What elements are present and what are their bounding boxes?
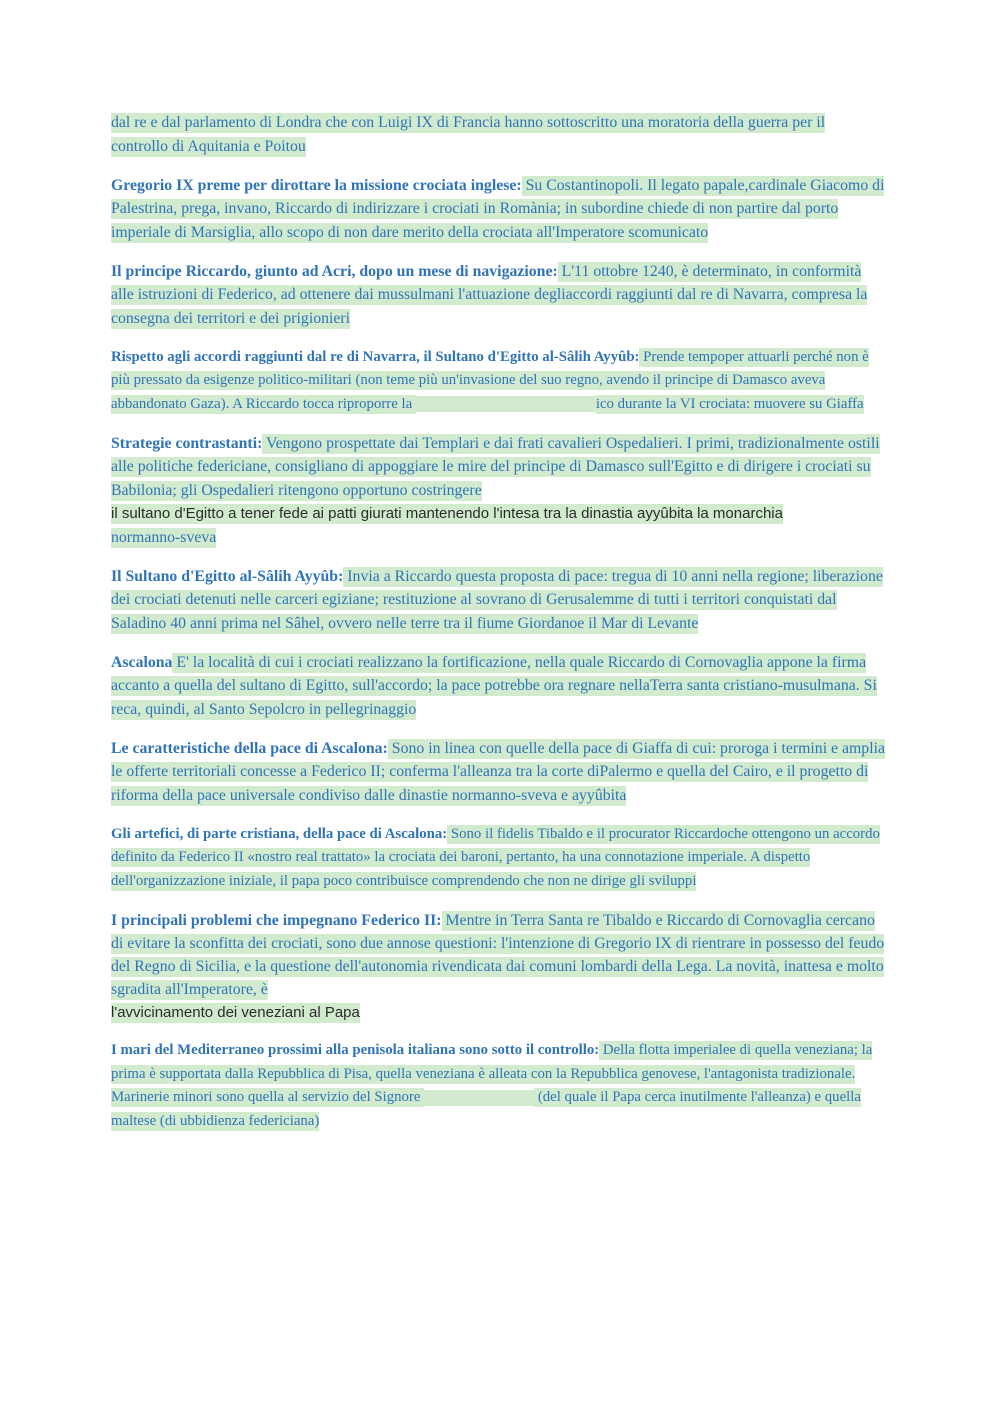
paragraph-3 (111, 260, 886, 331)
paragraph-sans-text: l'avvicinamento dei veneziani al Papa (111, 1003, 360, 1021)
paragraph-5 (111, 432, 886, 550)
paragraph-4 (111, 346, 886, 417)
paragraph-text-continued: ico durante la VI crociata: muovere su Giaffa (595, 395, 864, 412)
paragraph-text: Sono in linea con quelle della pace di Giaffa di cui: proroga i termini e amplia le offerte territoriali concesse a Federico II; conferma l'alleanza tra la corte diPalermo e quella del Cairo, e il progetto di riforma della pace universale condiviso dalle dinastie normanno-sveva e ayyûbita (111, 739, 885, 804)
paragraph-tail: normanno-sveva (111, 528, 217, 546)
paragraph-10 (111, 909, 886, 1024)
paragraph-heading: Il principe Riccardo, giunto ad Acri, dopo un mese di navigazione: (111, 262, 558, 280)
paragraph-text: Vengono prospettate dai Templari e dai frati cavalieri Ospedalieri. I primi, tradizionalmente ostili alle politiche federiciane, consigliano di appoggiare le mire del principe di Damasco sull'Egitto e di dirigere i crociati su Babilonia; gli Ospedalieri ritengono opportuno costringere (111, 434, 880, 499)
paragraph-text-continued: (del quale il Papa cerca inutilmente l'alleanza) e quella maltese (di ubbidienza federiciana) (111, 1089, 861, 1129)
paragraph-text: Mentre in Terra Santa re Tibaldo e Riccardo di Cornovaglia cercano di evitare la sconfitta dei crociati, sono due annose questioni: l'intenzione di Gregorio IX di rientrare in possesso del feudo del Regno di Sicilia, e la questione dell'autonomia rivendicata dai comuni lombardi della Lega. La novità, inattesa e molto sgradita all'Imperatore, è (111, 911, 885, 998)
paragraph-text: Invia a Riccardo questa proposta di pace: tregua di 10 anni nella regione; liberazione dei crociati detenuti nelle carceri egiziane; restituzione al sovrano di Gerusalemme di tutti i territori conquistati dal Saladino 40 anni prima nel Sâhel, ovvero nelle terre tra il fiume Giordanoe il Mar di Levante (111, 567, 883, 632)
blank-gap (424, 1090, 534, 1106)
page-header-mark: ~ (488, 0, 490, 4)
paragraph-heading: Gregorio IX preme per dirottare la missione crociata inglese: (111, 176, 522, 194)
paragraph-9 (111, 823, 886, 894)
blank-gap (416, 396, 596, 412)
paragraph-heading: Gli artefici, di parte cristiana, della pace di Ascalona: (111, 825, 448, 842)
paragraph-text: Della flotta imperialee di quella veneziana; la prima è supportata dalla Repubblica di Pisa, quella veneziana è alleata con la Repubblica genovese, l'antagonista tradizionale. Marinerie minori sono quella al servizio del Signore (111, 1042, 873, 1105)
paragraph-11 (111, 1039, 886, 1133)
paragraph-heading: I mari del Mediterraneo prossimi alla penisola italiana sono sotto il controllo: (111, 1042, 600, 1058)
paragraph-text: Su Costantinopoli. Il legato papale,cardinale Giacomo di Palestrina, prega, invano, Riccardo di indirizzare i crociati in Romània; in subordine chiede di non partire dal porto imperiale di Marsiglia, allo scopo di non dare merito della crociata all'Imperatore scomunicato (111, 176, 885, 241)
paragraph-6 (111, 565, 886, 636)
paragraph-1 (111, 111, 886, 158)
paragraph-2 (111, 174, 886, 245)
paragraph-heading: Rispetto agli accordi raggiunti dal re di Navarra, il Sultano d'Egitto al-Sâlih Ayyûb: (111, 348, 640, 365)
paragraph-heading: Strategie contrastanti: (111, 434, 263, 452)
paragraph-sans-text: il sultano d'Egitto a tener fede ai patti giurati mantenendo l'intesa tra la dinastia ayyûbita la monarchia (111, 505, 783, 522)
paragraph-heading: Il Sultano d'Egitto al-Sâlih Ayyûb: (111, 567, 344, 585)
paragraph-text: L'11 ottobre 1240, è determinato, in conformità alle istruzioni di Federico, ad ottenere dai mussulmani l'attuazione degliaccordi raggiunti dal re di Navarra, compresa la consegna dei territori e dei prigionieri (111, 262, 868, 327)
paragraph-text: Prende tempoper attuarli perché non è più pressato da esigenze politico-militari (non teme più un'invasione del suo regno, avendo il principe di Damasco aveva abbandonato Gaza). A Riccardo tocca riproporre la (111, 348, 869, 412)
paragraph-heading: Le caratteristiche della pace di Ascalona: (111, 739, 388, 757)
paragraph-7 (111, 651, 886, 722)
paragraph-text: E' la località di cui i crociati realizzano la fortificazione, nella quale Riccardo di Cornovaglia appone la firma accanto a quella del sultano di Egitto, sull'accordo; la pace potrebbe ora regnare nellaTerra santa cristiano-musulmana. Si reca, quindi, al Santo Sepolcro in pellegrinaggio (111, 653, 877, 718)
paragraph-text: dal re e dal parlamento di Londra che con Luigi IX di Francia hanno sottoscritto una moratoria della guerra per il controllo di Aquitania e Poitou (111, 114, 826, 155)
paragraph-8 (111, 737, 886, 808)
document-body (111, 111, 886, 1149)
paragraph-heading: Ascalona (111, 653, 173, 671)
paragraph-heading: I principali problemi che impegnano Federico II: (111, 911, 442, 929)
paragraph-text: Sono il fidelis Tibaldo e il procurator Riccardoche ottengono un accordo definito da Federico II «nostro real trattato» la crociata dei baroni, pertanto, ha una connotazione imperiale. A dispetto dell'organizzazione iniziale, il papa poco contribuisce comprendendo che non ne dirige gli sviluppi (111, 825, 880, 889)
